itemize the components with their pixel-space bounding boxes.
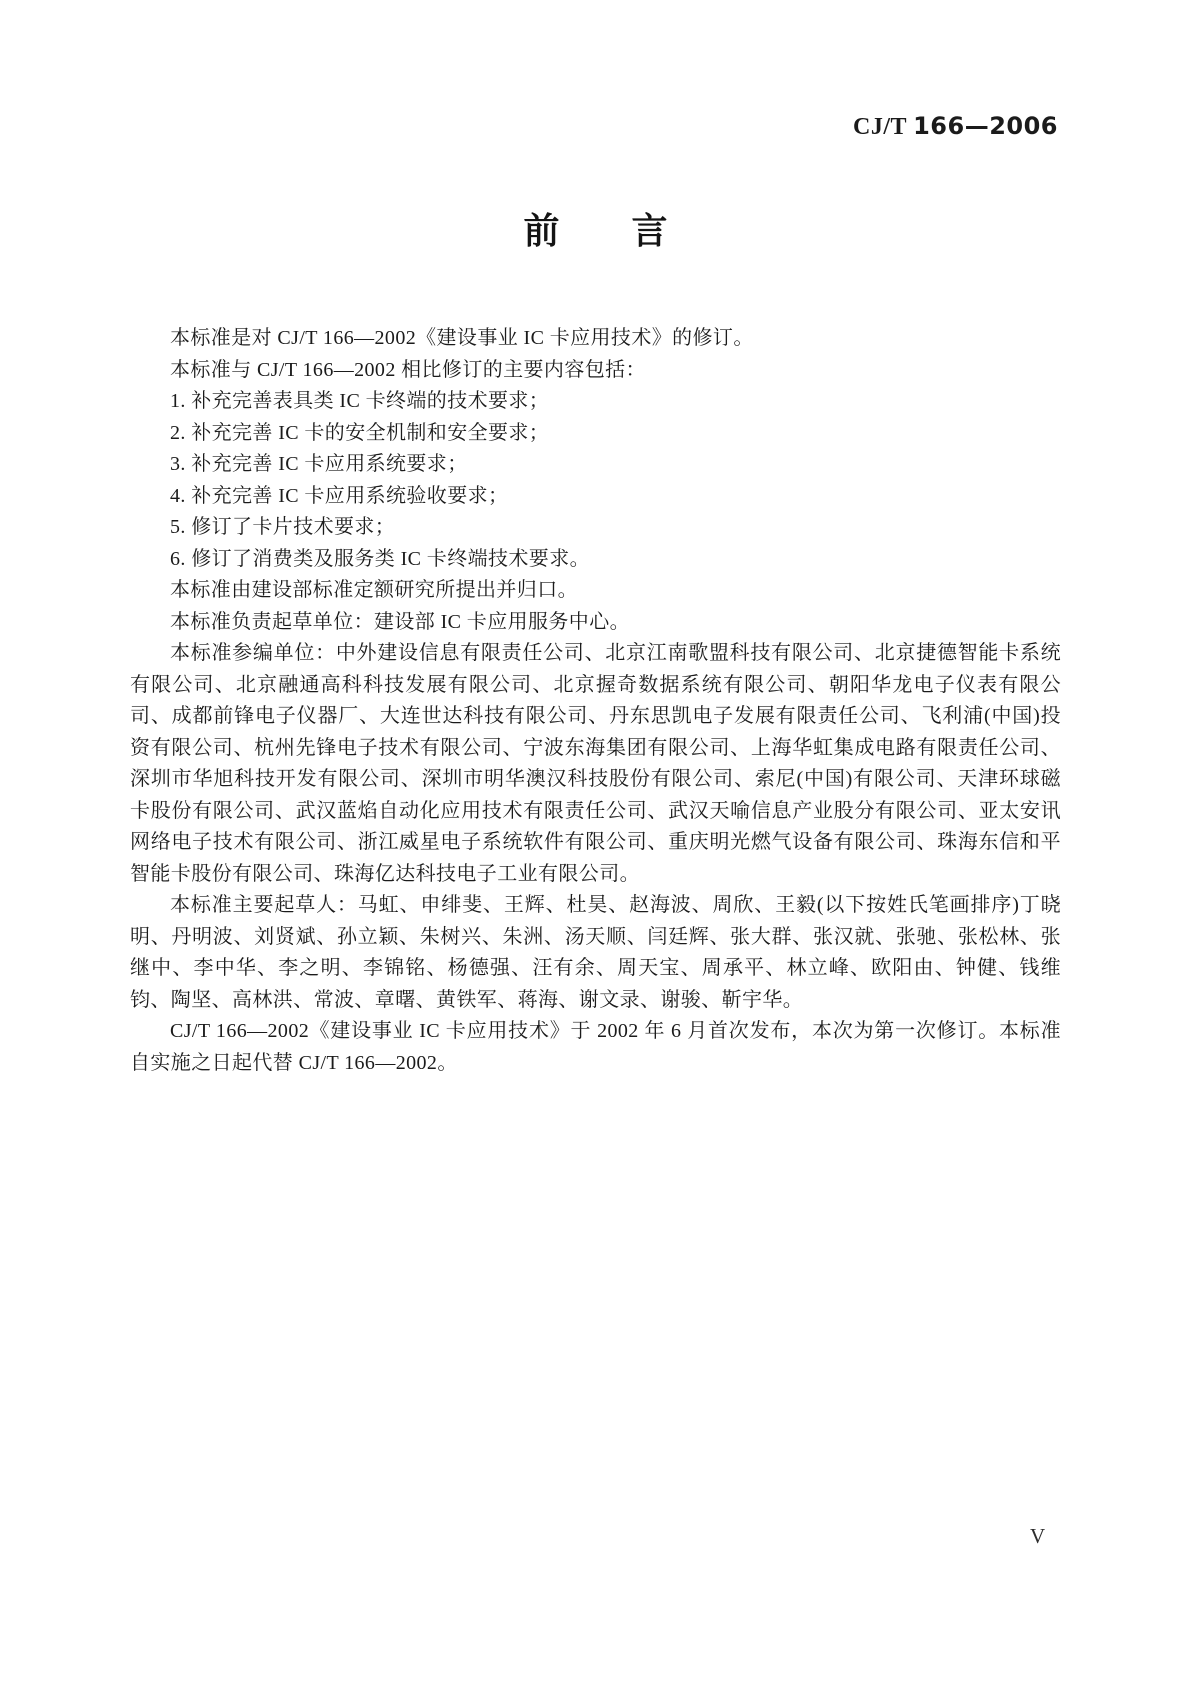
paragraph-history: CJ/T 166—2002《建设事业 IC 卡应用技术》于 2002 年 6 月首次发布，本次为第一次修订。本标准自实施之日起代替 CJ/T 166—2002。	[130, 1020, 1061, 1074]
standard-code-prefix: CJ/T	[853, 114, 907, 140]
paragraph-participating-units: 本标准参编单位：中外建设信息有限责任公司、北京江南歌盟科技有限公司、北京捷德智能卡系统有限公司、北京融通高科科技发展有限公司、北京握奇数据系统有限公司、朝阳华龙电子仪表有限公司、成都前锋电子仪器厂、大连世达科技有限公司、丹东思凯电子发展有限责任公司、飞利浦(中国)投资有限公司、杭州先锋电子技术有限公司、宁波东海集团有限公司、上海华虹集成电路有限责任公司、深圳市华旭科技开发有限公司、深圳市明华澳汉科技股份有限公司、索尼(中国)有限公司、天津环球磁卡股份有限公司、武汉蓝焰自动化应用技术有限责任公司、武汉天喻信息产业股分有限公司、亚太安讯网络电子技术有限公司、浙江威星电子系统软件有限公司、重庆明光燃气设备有限公司、珠海东信和平智能卡股份有限公司、珠海亿达科技电子工业有限公司。	[130, 642, 1061, 885]
paragraph-drafting-unit: 本标准负责起草单位：建设部 IC 卡应用服务中心。	[170, 610, 630, 633]
paragraph-drafters: 本标准主要起草人：马虹、申绯斐、王辉、杜昊、赵海波、周欣、王毅(以下按姓氏笔画排序)丁晓明、丹明波、刘贤斌、孙立颖、朱树兴、朱洲、汤天顺、闫廷辉、张大群、张汉就、张驰、张松林、张继中、李中华、李之明、李锦铭、杨德强、汪有余、周天宝、周承平、林立峰、欧阳由、钟健、钱维钧、陶坚、高林洪、常波、章曙、黄铁军、蒋海、谢文录、谢骏、靳宇华。	[130, 894, 1061, 1011]
paragraph-proposed-by: 本标准由建设部标准定额研究所提出并归口。	[170, 579, 578, 601]
list-item-2: 2. 补充完善 IC 卡的安全机制和安全要求；	[170, 421, 550, 444]
standard-code	[853, 112, 1058, 141]
paragraph-intro-revision: 本标准是对 CJ/T 166—2002《建设事业 IC 卡应用技术》的修订。	[170, 327, 754, 349]
list-item-5: 5. 修订了卡片技术要求；	[170, 516, 396, 538]
list-item-1: 1. 补充完善表具类 IC 卡终端的技术要求；	[170, 390, 550, 412]
list-item-3: 3. 补充完善 IC 卡应用系统要求；	[170, 453, 468, 475]
list-item-4: 4. 补充完善 IC 卡应用系统验收要求；	[170, 484, 509, 507]
page-number: V	[1030, 1524, 1046, 1548]
document-body	[130, 323, 1061, 1079]
standard-code-number: 166—2006	[913, 112, 1058, 140]
paragraph-revision-summary: 本标准与 CJ/T 166—2002 相比修订的主要内容包括：	[170, 358, 646, 381]
page-title: 前 言	[523, 211, 668, 252]
list-item-6: 6. 修订了消费类及服务类 IC 卡终端技术要求。	[170, 547, 590, 570]
